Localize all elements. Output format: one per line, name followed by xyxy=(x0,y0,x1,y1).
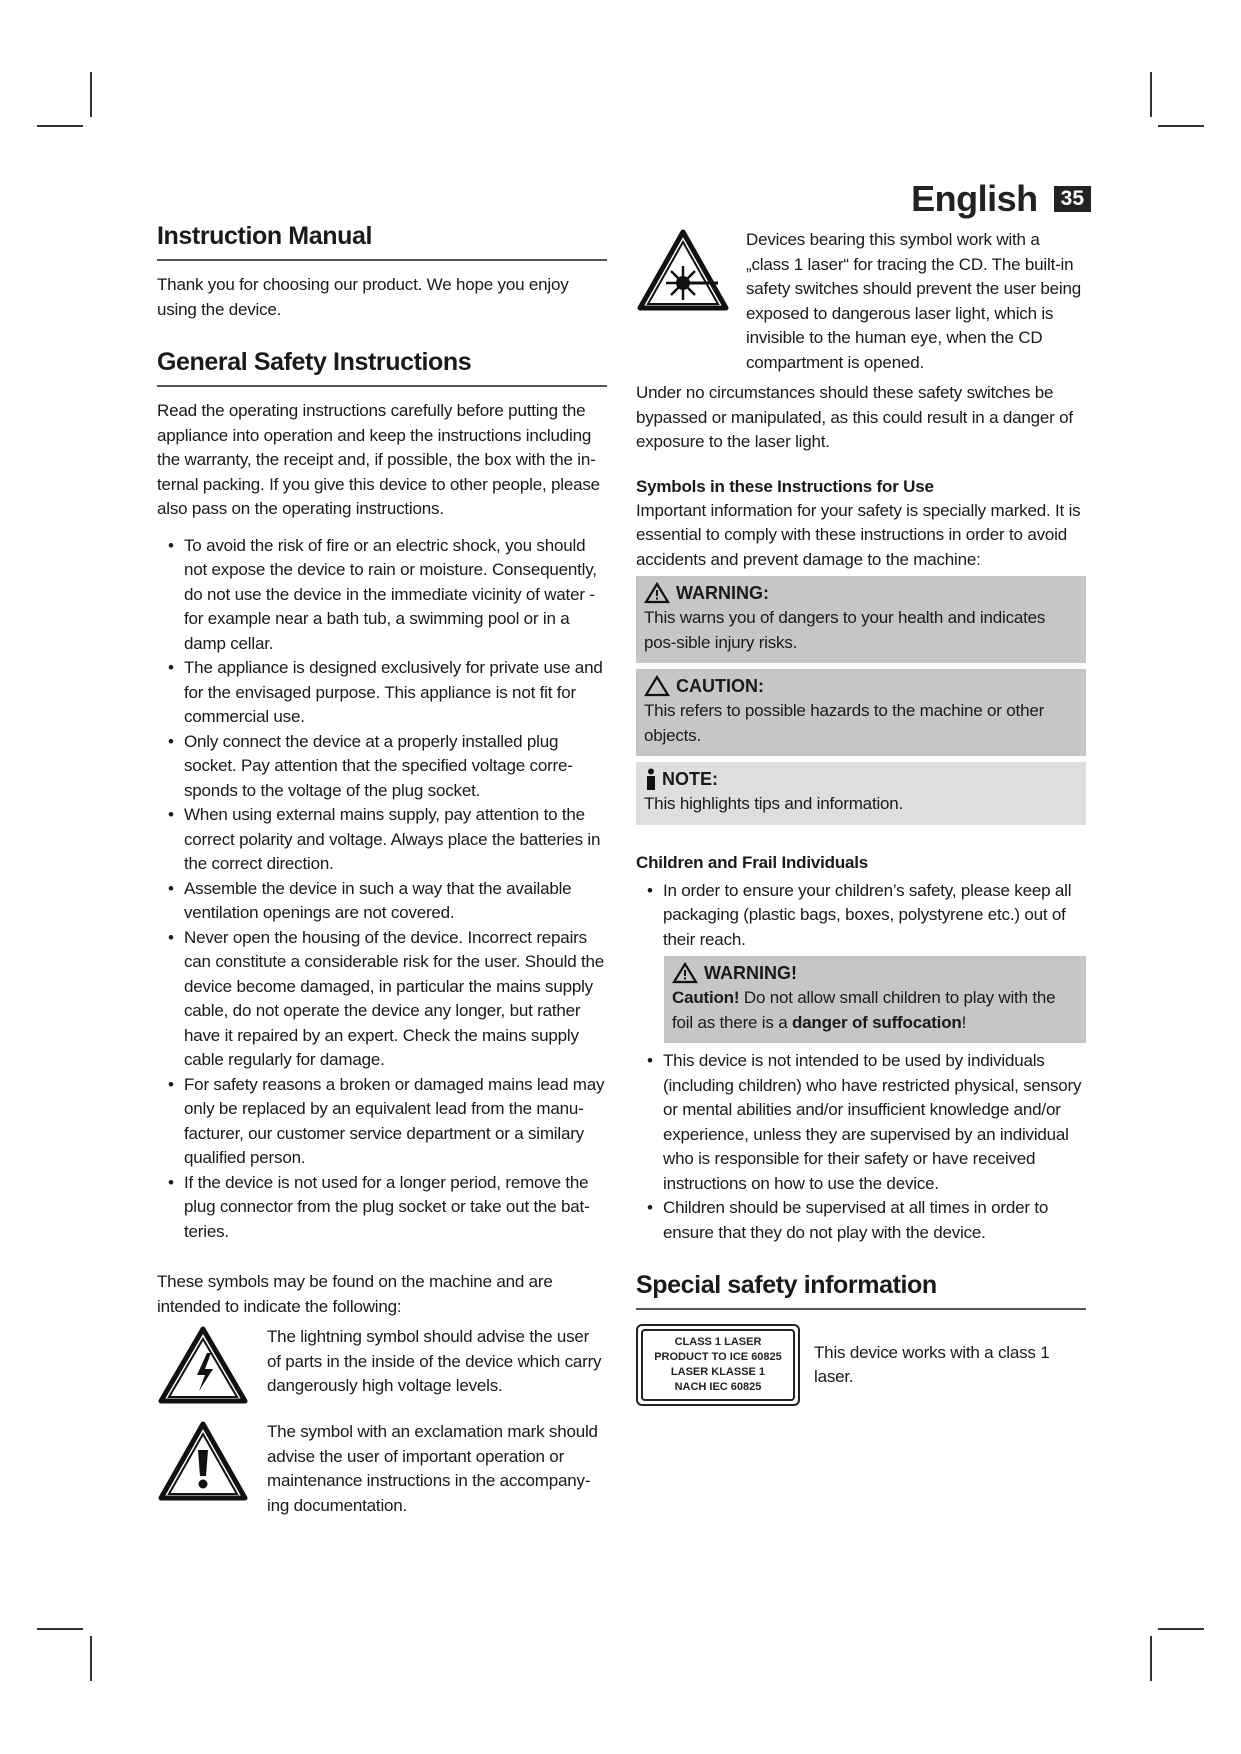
safety-bullet-list xyxy=(157,534,607,1245)
safety-title: General Safety Instructions xyxy=(157,348,607,387)
child-warning-text: Caution! Do not allow small children to play with the foil as there is a danger of suffocation! xyxy=(672,988,1056,1032)
language-label: English xyxy=(911,178,1038,219)
crop-mark xyxy=(90,1636,92,1681)
info-icon xyxy=(644,768,658,790)
crop-mark xyxy=(1150,1636,1152,1681)
laser-text: Devices bearing this symbol work with a „class 1 laser“ for tracing the CD. The built-in safety switches should prevent the user being exposed to dangerous laser light, which is invisible to the human eye, when the CD compartment is opened. xyxy=(746,230,1081,372)
crop-mark xyxy=(37,1628,83,1630)
note-text: This highlights tips and information. xyxy=(644,794,904,813)
exclamation-symbol-row xyxy=(157,1420,607,1518)
laser-label-line: CLASS 1 LASER xyxy=(674,1336,762,1348)
list-item: • Only connect the device at a properly installed plug socket. Pay attention that the specified voltage corre-sponds to the voltage of the plug socket. xyxy=(168,731,573,800)
lightning-symbol-row xyxy=(157,1325,607,1410)
caution-title: CAUTION: xyxy=(676,675,764,696)
note-title: NOTE: xyxy=(662,768,718,789)
warning-title: WARNING: xyxy=(676,582,769,603)
crop-mark xyxy=(1150,72,1152,117)
symbols-intro-right: Important information for your safety is specially marked. It is essential to comply with these instructions in order to avoid accidents and prevent damage to the machine: xyxy=(636,500,1081,569)
list-item: • To avoid the risk of fire or an electric shock, you should not expose the device to rain or moisture. Consequently, do not use the device in the immediate vicinity of water - for example near a bath tub, a swimming pool or in a damp cellar. xyxy=(168,535,597,653)
laser-label-line: NACH IEC 60825 xyxy=(674,1381,762,1393)
laser-class-label xyxy=(636,1324,800,1406)
right-column xyxy=(636,228,1086,1406)
page-header xyxy=(911,178,1091,220)
warning-triangle-icon xyxy=(644,582,670,604)
laser-label-row xyxy=(636,1324,1086,1406)
list-item: • If the device is not used for a longer period, remove the plug connector from the plug socket or take out the bat-teries. xyxy=(168,1172,590,1241)
symbols-title: Symbols in these Instructions for Use xyxy=(636,476,934,496)
laser-switch-warning: Under no circumstances should these safety switches be bypassed or manipulated, as this could result in a danger of exposure to the laser light. xyxy=(636,383,1073,451)
warning-triangle-icon xyxy=(672,962,698,984)
note-box xyxy=(636,762,1086,825)
crop-mark xyxy=(1158,125,1204,127)
child-warning-box xyxy=(664,956,1086,1043)
caution-triangle-icon xyxy=(644,675,670,697)
caution-box xyxy=(636,669,1086,756)
special-title: Special safety information xyxy=(636,1271,1086,1310)
lightning-text: The lightning symbol should advise the user of parts in the inside of the device which carry dangerously high voltage levels. xyxy=(267,1327,602,1395)
crop-mark xyxy=(90,72,92,117)
symbols-intro: These symbols may be found on the machine and are intended to indicate the following: xyxy=(157,1272,553,1316)
children-bullet-list xyxy=(636,879,1086,953)
exclamation-text: The symbol with an exclamation mark should advise the user of important operation or maintenance instructions in the accompany-ing documentation. xyxy=(267,1422,598,1515)
list-item: • This device is not intended to be used by individuals (including children) who have restricted physical, sensory or mental abilities and/or insufficient knowledge and/or experience, unless they are supervised by an individual who is responsible for their safety or have received instructions on how to use the device. xyxy=(647,1051,1082,1193)
crop-mark xyxy=(37,125,83,127)
list-item: • Children should be supervised at all times in order to ensure that they do not play with the device. xyxy=(647,1198,1049,1242)
children-title: Children and Frail Individuals xyxy=(636,852,869,872)
page-number: 35 xyxy=(1054,186,1091,212)
exclamation-warning-icon xyxy=(157,1420,253,1518)
safety-intro: Read the operating instructions carefully before putting the appliance into operation and keep the instructions including the warranty, the receipt and, if possible, the box with the in-ternal packing. If you give this device to other people, please also pass on the operating instructions. xyxy=(157,401,600,518)
children-bullet-list-2 xyxy=(636,1049,1086,1245)
special-text: This device works with a class 1 laser. xyxy=(814,1342,1050,1386)
child-warning-title: WARNING! xyxy=(704,962,797,983)
warning-text: This warns you of dangers to your health and indicates pos-sible injury risks. xyxy=(644,608,1046,652)
warning-box xyxy=(636,576,1086,663)
intro-text: Thank you for choosing our product. We hope you enjoy using the device. xyxy=(157,275,569,319)
lightning-warning-icon xyxy=(157,1325,253,1410)
manual-title: Instruction Manual xyxy=(157,222,607,261)
laser-warning-icon xyxy=(636,228,730,375)
list-item: • Assemble the device in such a way that the available ventilation openings are not covered. xyxy=(168,878,572,922)
list-item: • In order to ensure your children’s safety, please keep all packaging (plastic bags, boxes, polystyrene etc.) out of their reach. xyxy=(647,880,1072,949)
laser-symbol-row xyxy=(636,228,1086,375)
caution-text: This refers to possible hazards to the machine or other objects. xyxy=(644,701,1045,745)
crop-mark xyxy=(1158,1628,1204,1630)
list-item: • For safety reasons a broken or damaged mains lead may only be replaced by an equivalent lead from the manu-facturer, our customer service department or a similary qualified person. xyxy=(168,1074,605,1167)
list-item: • When using external mains supply, pay attention to the correct polarity and voltage. Always place the batteries in the correct direction. xyxy=(168,805,601,873)
laser-label-line: LASER KLASSE 1 xyxy=(670,1366,766,1378)
list-item: • Never open the housing of the device. Incorrect repairs can constitute a considerable risk for the user. Should the device become damaged, in particular the mains supply cable, do not operate the device any longer, but rather have it repaired by an expert. Check the mains supply cable regularly for damage. xyxy=(168,927,605,1069)
laser-label-line: PRODUCT TO ICE 60825 xyxy=(654,1351,782,1363)
left-column xyxy=(157,222,607,1518)
list-item: • The appliance is designed exclusively for private use and for the envisaged purpose. This appliance is not fit for commercial use. xyxy=(168,658,603,726)
